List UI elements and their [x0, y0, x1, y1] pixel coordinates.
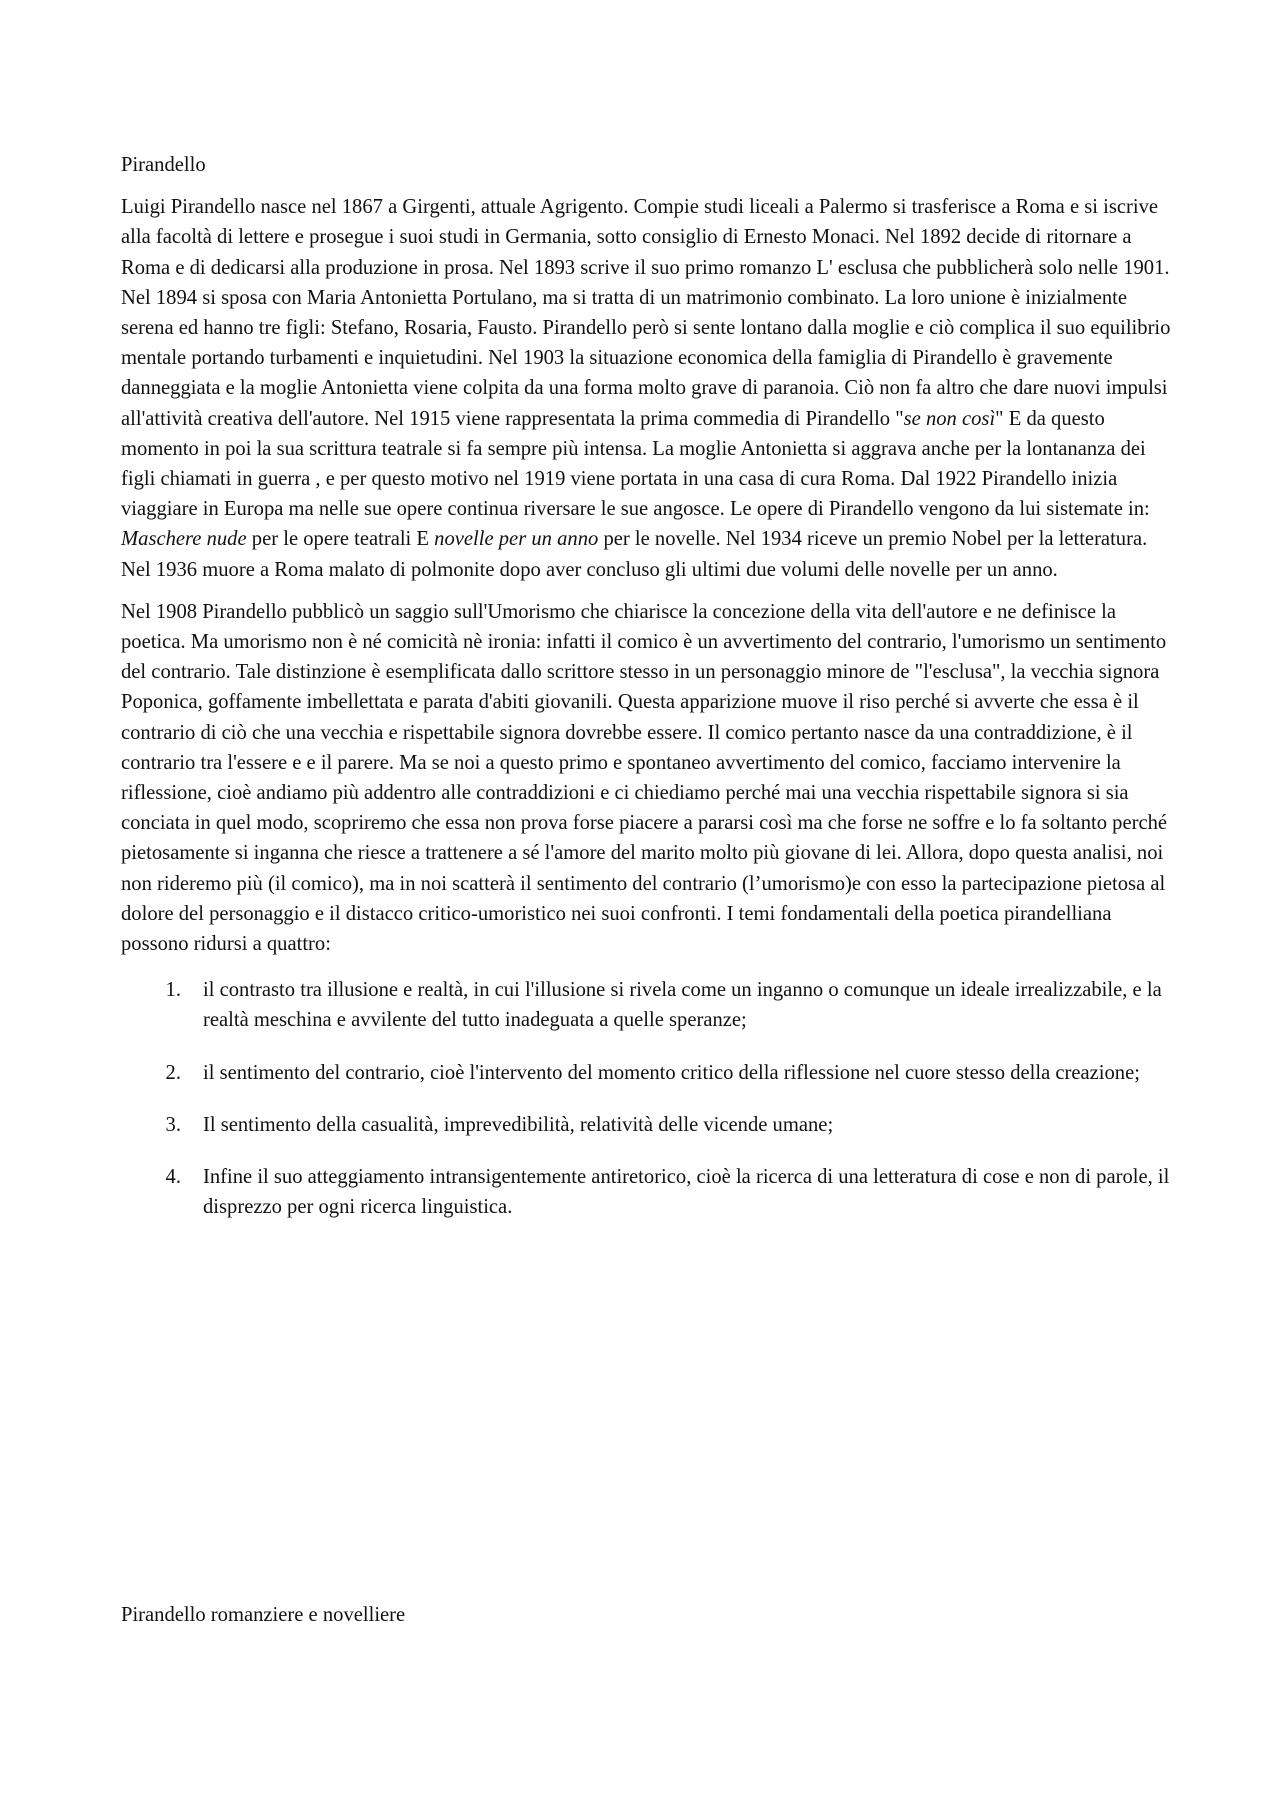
work-title-maschere-nude: Maschere nude	[121, 528, 247, 551]
document-body	[121, 150, 1171, 1245]
list-item-number: 3.	[165, 1113, 181, 1136]
list-item	[121, 975, 1171, 1035]
biography-text-2: " E da questo momento in poi la sua scrittura teatrale si fa sempre più intensa. La moglie Antonietta si aggrava anche per la lontananza dei figli chiamati in guerra , e per questo motivo nel 1919 viene portata in una casa di cura Roma. Dal 1922 Pirandello inizia viaggiare in Europa ma nelle sue opere continua riversare le sue angosce. Le opere di Pirandello vengono da lui sistemate in:	[121, 407, 1150, 521]
biography-paragraph	[121, 192, 1171, 585]
play-title-se-non-cosi: se non così	[903, 407, 996, 430]
list-item-text: Infine il suo atteggiamento intransigentemente antiretorico, cioè la ricerca di una letteratura di cose e non di parole, il disprezzo per ogni ricerca linguistica.	[203, 1166, 1170, 1219]
biography-text-4: per le novelle. Nel 1934 riceve un premio Nobel per la letteratura. Nel 1936 muore a Roma malato di polmonite dopo aver concluso gli ultimi due volumi delle novelle per un anno.	[121, 528, 1148, 581]
section-title: Pirandello romanziere e novelliere	[121, 1604, 406, 1626]
list-item-number: 1.	[165, 979, 181, 1002]
list-item-text: il sentimento del contrario, cioè l'intervento del momento critico della riflessione nel cuore stesso della creazione;	[203, 1061, 1140, 1084]
umorismo-paragraph: Nel 1908 Pirandello pubblicò un saggio sull'Umorismo che chiarisce la concezione della vita dell'autore e ne definisce la poetica. Ma umorismo non è né comicità nè ironia: infatti il comico è un avvertimento del contrario, l'umorismo un sentimento del contrario. Tale distinzione è esemplificata dallo scrittore stesso in un personaggio minore de "l'esclusa", la vecchia signora Poponica, goffamente imbellettata e parata d'abiti giovanili. Questa apparizione muove il riso perché si avverte che essa è il contrario di ciò che una vecchia e rispettabile signora dovrebbe essere. Il comico pertanto nasce da una contraddizione, è il contrario tra l'essere e e il parere. Ma se noi a questo primo e spontaneo avvertimento del comico, facciamo intervenire la riflessione, cioè andiamo più addentro alle contraddizioni e ci chiediamo perché mai una vecchia rispettabile signora si sia conciata in quel modo, scopriremo che essa non prova forse piacere a pararsi così ma che forse ne soffre e lo fa soltanto perché pietosamente si inganna che riesce a trattenere a sé l'amore del marito molto più giovane di lei. Allora, dopo questa analisi, noi non rideremo più (il comico), ma in noi scatterà il sentimento del contrario (l’umorismo)e con esso la partecipazione pietosa al dolore del personaggio e il distacco critico-umoristico nei suoi confronti. I temi fondamentali della poetica pirandelliana possono ridursi a quattro:	[121, 600, 1168, 956]
biography-text-1: Luigi Pirandello nasce nel 1867 a Girgenti, attuale Agrigento. Compie studi liceali a Palermo si trasferisce a Roma e si iscrive alla facoltà di lettere e prosegue i suoi studi in Germania, sotto consiglio di Ernesto Monaci. Nel 1892 decide di ritornare a Roma e di dedicarsi alla produzione in prosa. Nel 1893 scrive il suo primo romanzo L' esclusa che pubblicherà solo nelle 1901. Nel 1894 si sposa con Maria Antonietta Portulano, ma si tratta di un matrimonio combinato. La loro unione è inizialmente serena ed hanno tre figli: Stefano, Rosaria, Fausto. Pirandello però si sente lontano dalla moglie e ciò complica il suo equilibrio mentale portando turbamenti e inquietudini. Nel 1903 la situazione economica della famiglia di Pirandello è gravemente danneggiata e la moglie Antonietta viene colpita da una forma molto grave di paranoia. Ciò non fa altro che dare nuovi impulsi all'attività creativa dell'autore. Nel 1915 viene rappresentata la prima commedia di Pirandello "	[121, 196, 1171, 430]
list-item	[121, 1162, 1171, 1222]
work-title-novelle-per-un-anno: novelle per un anno	[434, 528, 599, 551]
biography-text-3: per le opere teatrali E	[246, 528, 435, 551]
themes-list	[121, 975, 1171, 1222]
list-item	[121, 1110, 1171, 1140]
list-item-text: il contrasto tra illusione e realtà, in cui l'illusione si rivela come un inganno o comunque un ideale irrealizzabile, e la realtà meschina e avvilente del tutto inadeguata a quelle speranze;	[203, 979, 1162, 1032]
list-item-number: 2.	[165, 1061, 181, 1084]
list-item-text: Il sentimento della casualità, imprevedibilità, relatività delle vicende umane;	[203, 1113, 834, 1136]
list-item-number: 4.	[165, 1166, 181, 1189]
page-title: Pirandello	[121, 154, 206, 176]
list-item	[121, 1058, 1171, 1088]
